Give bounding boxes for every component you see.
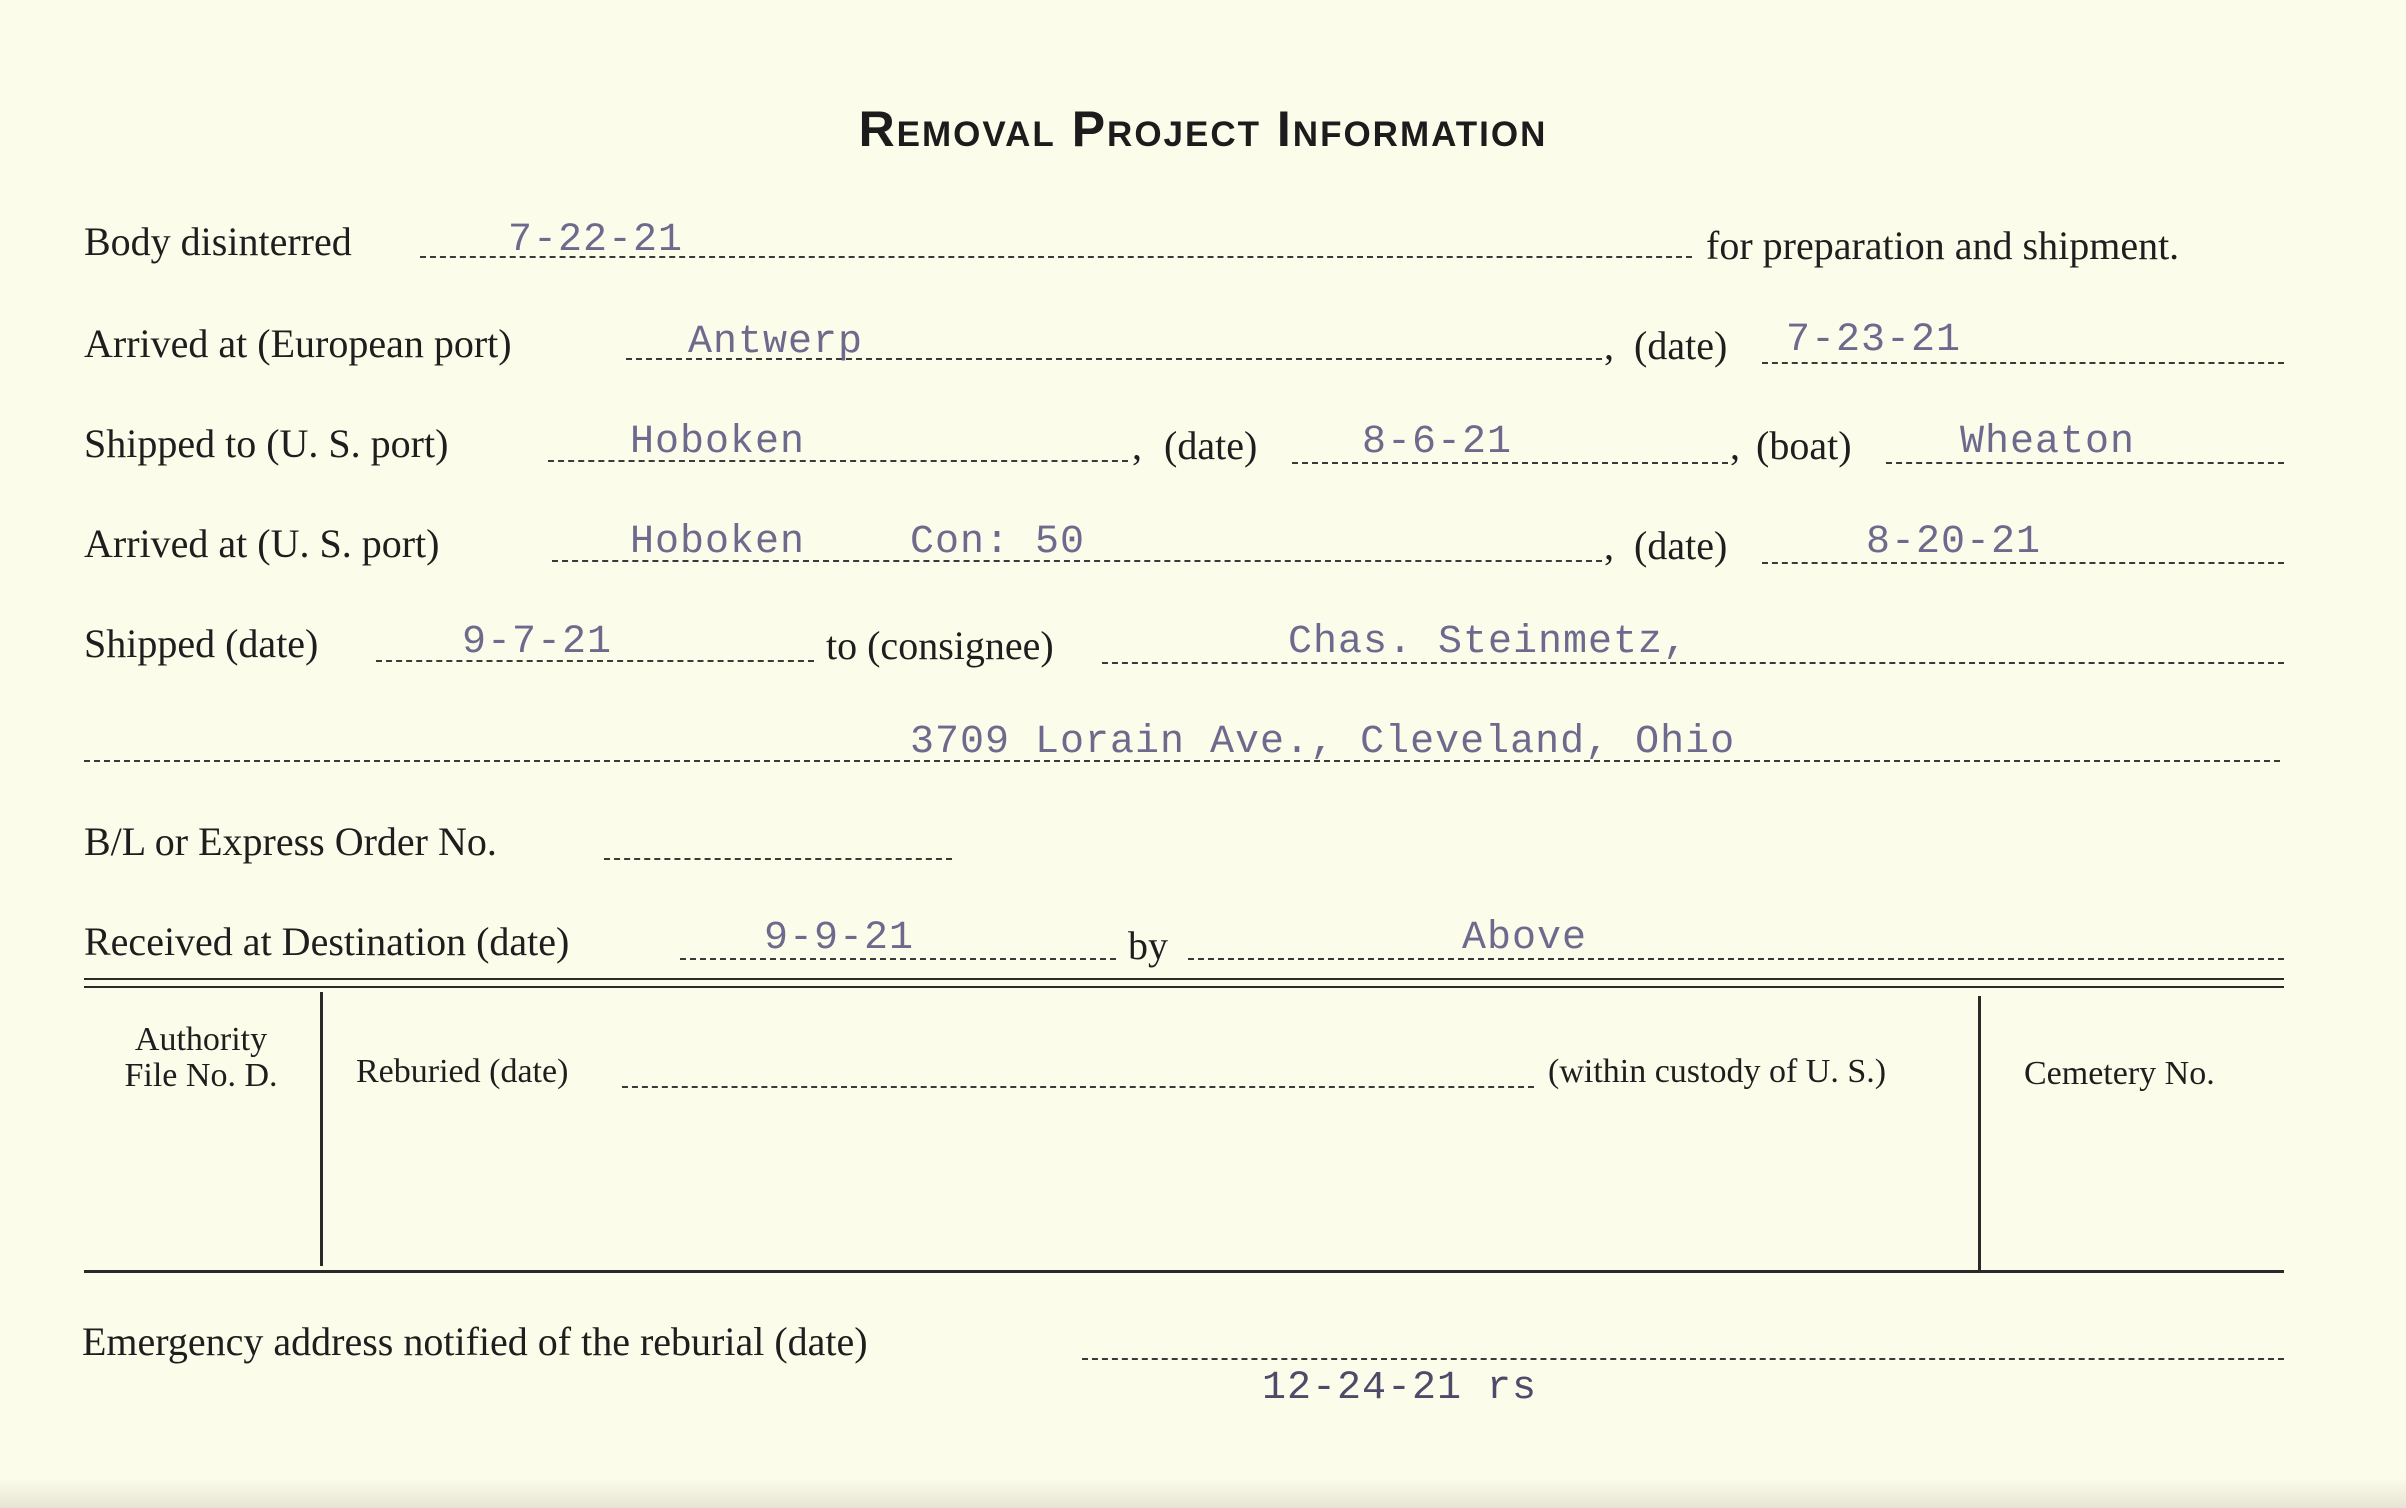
card-edge: [0, 1478, 2406, 1508]
authority-label: [96, 1022, 306, 1094]
arrived-european-comma: ,: [1604, 323, 1614, 368]
arrived-us-date-value: 8-20-21: [1866, 520, 2042, 565]
form-title: Removal Project Information: [858, 101, 1548, 157]
bl-label: B/L or Express Order No.: [84, 819, 497, 864]
by-label: by: [1128, 923, 1168, 968]
shipped-to-label: Shipped to (U. S. port): [84, 421, 449, 466]
emergency-value: 12-24-21 rs: [1262, 1366, 1538, 1411]
shipped-to-comma: ,: [1132, 423, 1142, 468]
consignee-line: [1102, 662, 2284, 664]
shipped-to-value: Hoboken: [630, 420, 806, 465]
cemetery-label: Cemetery No.: [2024, 1055, 2215, 1092]
emergency-label: Emergency address notified of the reburial (date): [82, 1319, 868, 1364]
arrived-european-date-label: (date): [1634, 323, 1728, 368]
for-preparation-label: for preparation and shipment.: [1706, 223, 2180, 268]
authority-label-line1: Authority: [134, 1021, 268, 1058]
shipped-date-value: 9-7-21: [462, 620, 613, 665]
shipped-to-date-value: 8-6-21: [1362, 420, 1513, 465]
received-value: 9-9-21: [764, 916, 915, 961]
shipped-to-date-label: (date): [1164, 423, 1258, 468]
arrived-european-date-value: 7-23-21: [1786, 318, 1962, 363]
arrived-us-value: Hoboken: [630, 520, 806, 565]
received-label: Received at Destination (date): [84, 919, 570, 964]
reburied-label: Reburied (date): [356, 1053, 569, 1090]
custody-label: (within custody of U. S.): [1548, 1053, 1887, 1090]
bl-line: [604, 858, 952, 860]
arrived-european-label: Arrived at (European port): [84, 321, 512, 366]
consignee-label: to (consignee): [826, 623, 1054, 668]
table-divider-left: [320, 992, 323, 1266]
boat-label: (boat): [1756, 423, 1852, 468]
arrived-us-label: Arrived at (U. S. port): [84, 521, 440, 566]
shipped-to-date-comma: ,: [1730, 423, 1740, 468]
con-value: Con: 50: [910, 520, 1086, 565]
shipped-date-label: Shipped (date): [84, 621, 319, 666]
authority-label-line2: File No. D.: [124, 1057, 278, 1094]
table-bottom-rule: [84, 1270, 2284, 1273]
table-top-rule-2: [84, 986, 2284, 988]
table-divider-right: [1978, 996, 1981, 1270]
consignee-address-value: 3709 Lorain Ave., Cleveland, Ohio: [910, 720, 1736, 765]
boat-value: Wheaton: [1960, 420, 2136, 465]
body-disinterred-value: 7-22-21: [508, 218, 684, 263]
by-value: Above: [1462, 916, 1588, 961]
table-top-rule: [84, 978, 2284, 980]
by-line: [1188, 958, 2284, 960]
arrived-us-date-label: (date): [1634, 523, 1728, 568]
body-disinterred-label: Body disinterred: [84, 219, 352, 264]
reburied-line: [622, 1086, 1534, 1088]
arrived-european-value: Antwerp: [688, 320, 864, 365]
consignee-value: Chas. Steinmetz,: [1288, 620, 1689, 665]
arrived-us-comma: ,: [1604, 523, 1614, 568]
emergency-line: [1082, 1358, 2284, 1360]
